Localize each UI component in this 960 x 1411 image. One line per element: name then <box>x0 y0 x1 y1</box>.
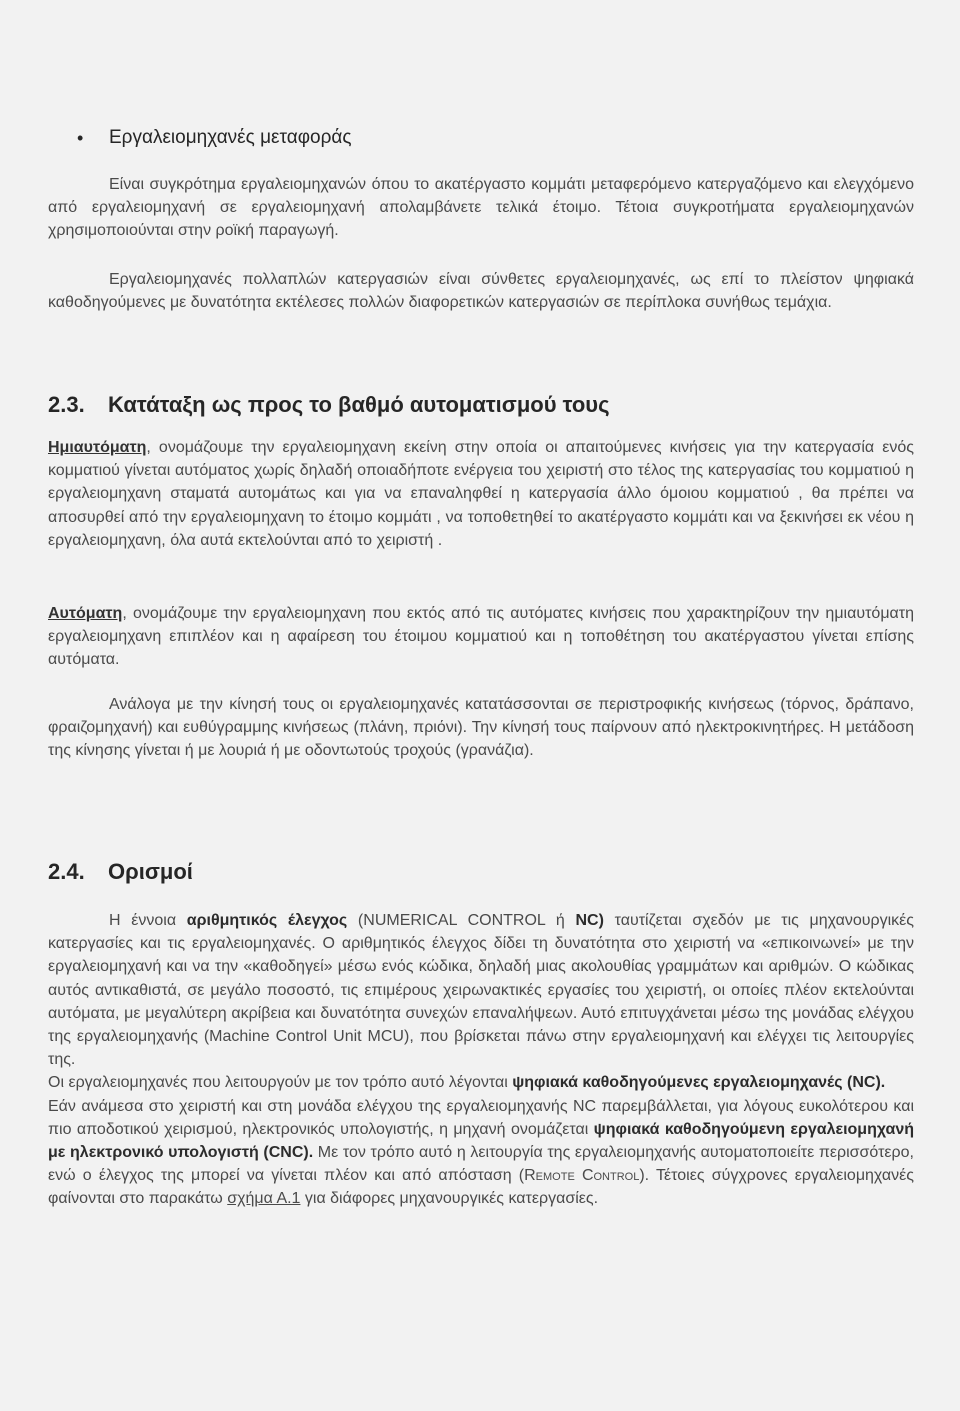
nc-machines-paragraph: Οι εργαλειομηχανές που λειτουργούν με τον τρόπο αυτό λέγονται ψηφιακά καθοδηγούμενες εργαλειομηχανές (NC). <box>48 1074 886 1092</box>
automatic-paragraph <box>48 602 914 672</box>
section-2-3-heading <box>48 391 610 419</box>
semi-automatic-paragraph <box>48 436 914 552</box>
section-number: 2.4. <box>48 859 85 884</box>
semi-automatic-term: Ημιαυτόματη <box>48 439 147 456</box>
section-2-4-heading <box>48 858 193 886</box>
section-number: 2.3. <box>48 392 85 417</box>
transfer-paragraph-2: Εργαλειομηχανές πολλαπλών κατεργασιών είναι σύνθετες εργαλειομηχανές, ως επί το πλείστον ψηφιακά καθοδηγούμενες με δυνατότητα εκτέλεσες πολλών διαφορετικών κατεργασιών σε περίπλοκα συνήθως τεμάχια. <box>48 271 914 312</box>
automatic-text: , ονομάζουμε την εργαλειομηχανη που εκτός από τις αυτόματες κινήσεις που χαρακτηρίζουν την ημιαυτόματη εργαλειομηχανη επιπλέον και η αφαίρεση του έτοιμου κομματιού και η τοποθέτηση του ακατέργαστου γίνεται επίσης αυτόματα. <box>48 605 914 669</box>
section-title: Ορισμοί <box>108 859 193 884</box>
document-page <box>48 0 914 1411</box>
cnc-paragraph: Εάν ανάμεσα στο χειριστή και στη μονάδα ελέγχου της εργαλειομηχανής NC παρεμβάλλεται, για λόγους ευκολότερου και πιο αποδοτικού χειρισμού, ηλεκτρονικός υπολογιστής, η μηχανή ονομάζεται ψηφιακά καθοδηγούμενη εργαλειομηχανή με ηλεκτρονικό υπολογιστή (CNC). Με τον τρόπο αυτό η λειτουργία της εργαλειομηχανής αυτοματοποιείτε περισσότερο, ενώ ο έλεγχος της μπορεί να γίνεται πλέον και από απόσταση (Remote Control). Τέτοιες σύγχρονες εργαλειομηχανές φαίνονται στο παρακάτω σχήμα Α.1 για διάφορες μηχανουργικές κατεργασίες. <box>48 1097 915 1208</box>
semi-automatic-text: , ονομάζουμε την εργαλειομηχανη εκείνη στην οποία οι απαιτούμενες κινήσεις για την κατεργασία ενός κομματιού γίνεται αυτόματος χωρίς δηλαδή οποιαδήποτε ενέργεια του χειριστή στο τέλος της κατεργασίας του κομματιού η εργαλειομηχανη σταματά αυτομάτως και για να επαναληφθεί η κατεργασία άλλο όμοιου κομματιού , θα πρέπει να αποσυρθεί από την εργαλειομηχανη το έτοιμο κομμάτι , να τοποθετηθεί το ακατέργαστο κομμάτι και να ξεκινήσει εκ νέου η εργαλειομηχανη, όλα αυτά εκτελούνται από το χειριστή . <box>48 439 914 549</box>
figure-reference-link[interactable]: σχήμα Α.1 <box>227 1190 301 1208</box>
transfer-heading: Εργαλειομηχανές μεταφοράς <box>109 127 352 148</box>
automatic-term: Αυτόματη <box>48 605 123 622</box>
section-title: Κατάταξη ως προς το βαθμό αυτοματισμού τους <box>108 392 610 417</box>
bullet-icon: • <box>77 128 84 148</box>
nc-definition-paragraph: Η έννοια αριθμητικός έλεγχος (NUMERICAL CONTROL ή NC) ταυτίζεται σχεδόν με τις μηχανουργικές κατεργασίες και τις εργαλειομηχανές. Ο αριθμητικός έλεγχος δίδει τη δυνατότητα στο χειριστή να «επικοινωνεί» με την εργαλειομηχανή και να την «καθοδηγεί» μέσω ενός κώδικα, δηλαδή μιας ακολουθίας γραμμάτων και αριθμών. Ο κώδικας αυτός αντικαθιστά, σε μεγάλο ποσοστό, τις επιμέρους χειρωνακτικές εργασίες του χειριστή, οι οποίες πλέον εκτελούνται αυτόματα, με μεγαλύτερη ακρίβεια και δυνατότητα συνεχών επαναλήψεων. Αυτό επιτυγχάνεται μέσω της μονάδας ελέγχου της εργαλειομηχανής (Machine Control Unit MCU), που βρίσκεται πάνω στην εργαλειομηχανή και ελέγχει τις λειτουργίες της. <box>48 912 915 1069</box>
motion-paragraph: Ανάλογα με την κίνησή τους οι εργαλειομηχανές κατατάσσονται σε περιστροφικής κινήσεως (τόρνος, δράπανο, φραιζομηχανή) και ευθύγραμμης κινήσεως (πλάνη, πριόνι). Την κίνησή τους παίρνουν από ηλεκτροκινητήρες. Η μετάδοση της κίνησης γίνεται ή με λουριά ή με οδοντωτούς τροχούς (γρανάζια). <box>48 696 914 760</box>
transfer-paragraph-1: Είναι συγκρότημα εργαλειομηχανών όπου το ακατέργαστο κομμάτι μεταφερόμενο κατεργαζόμενο και ελεγχόμενο από εργαλειομηχανή σε εργαλειομηχανή απολαμβάνετε τελικά έτοιμο. Τέτοια συγκροτήματα εργαλειομηχανών χρησιμοποιούνται στην ροϊκή παραγωγή. <box>48 176 914 240</box>
definitions-body <box>48 909 914 1211</box>
